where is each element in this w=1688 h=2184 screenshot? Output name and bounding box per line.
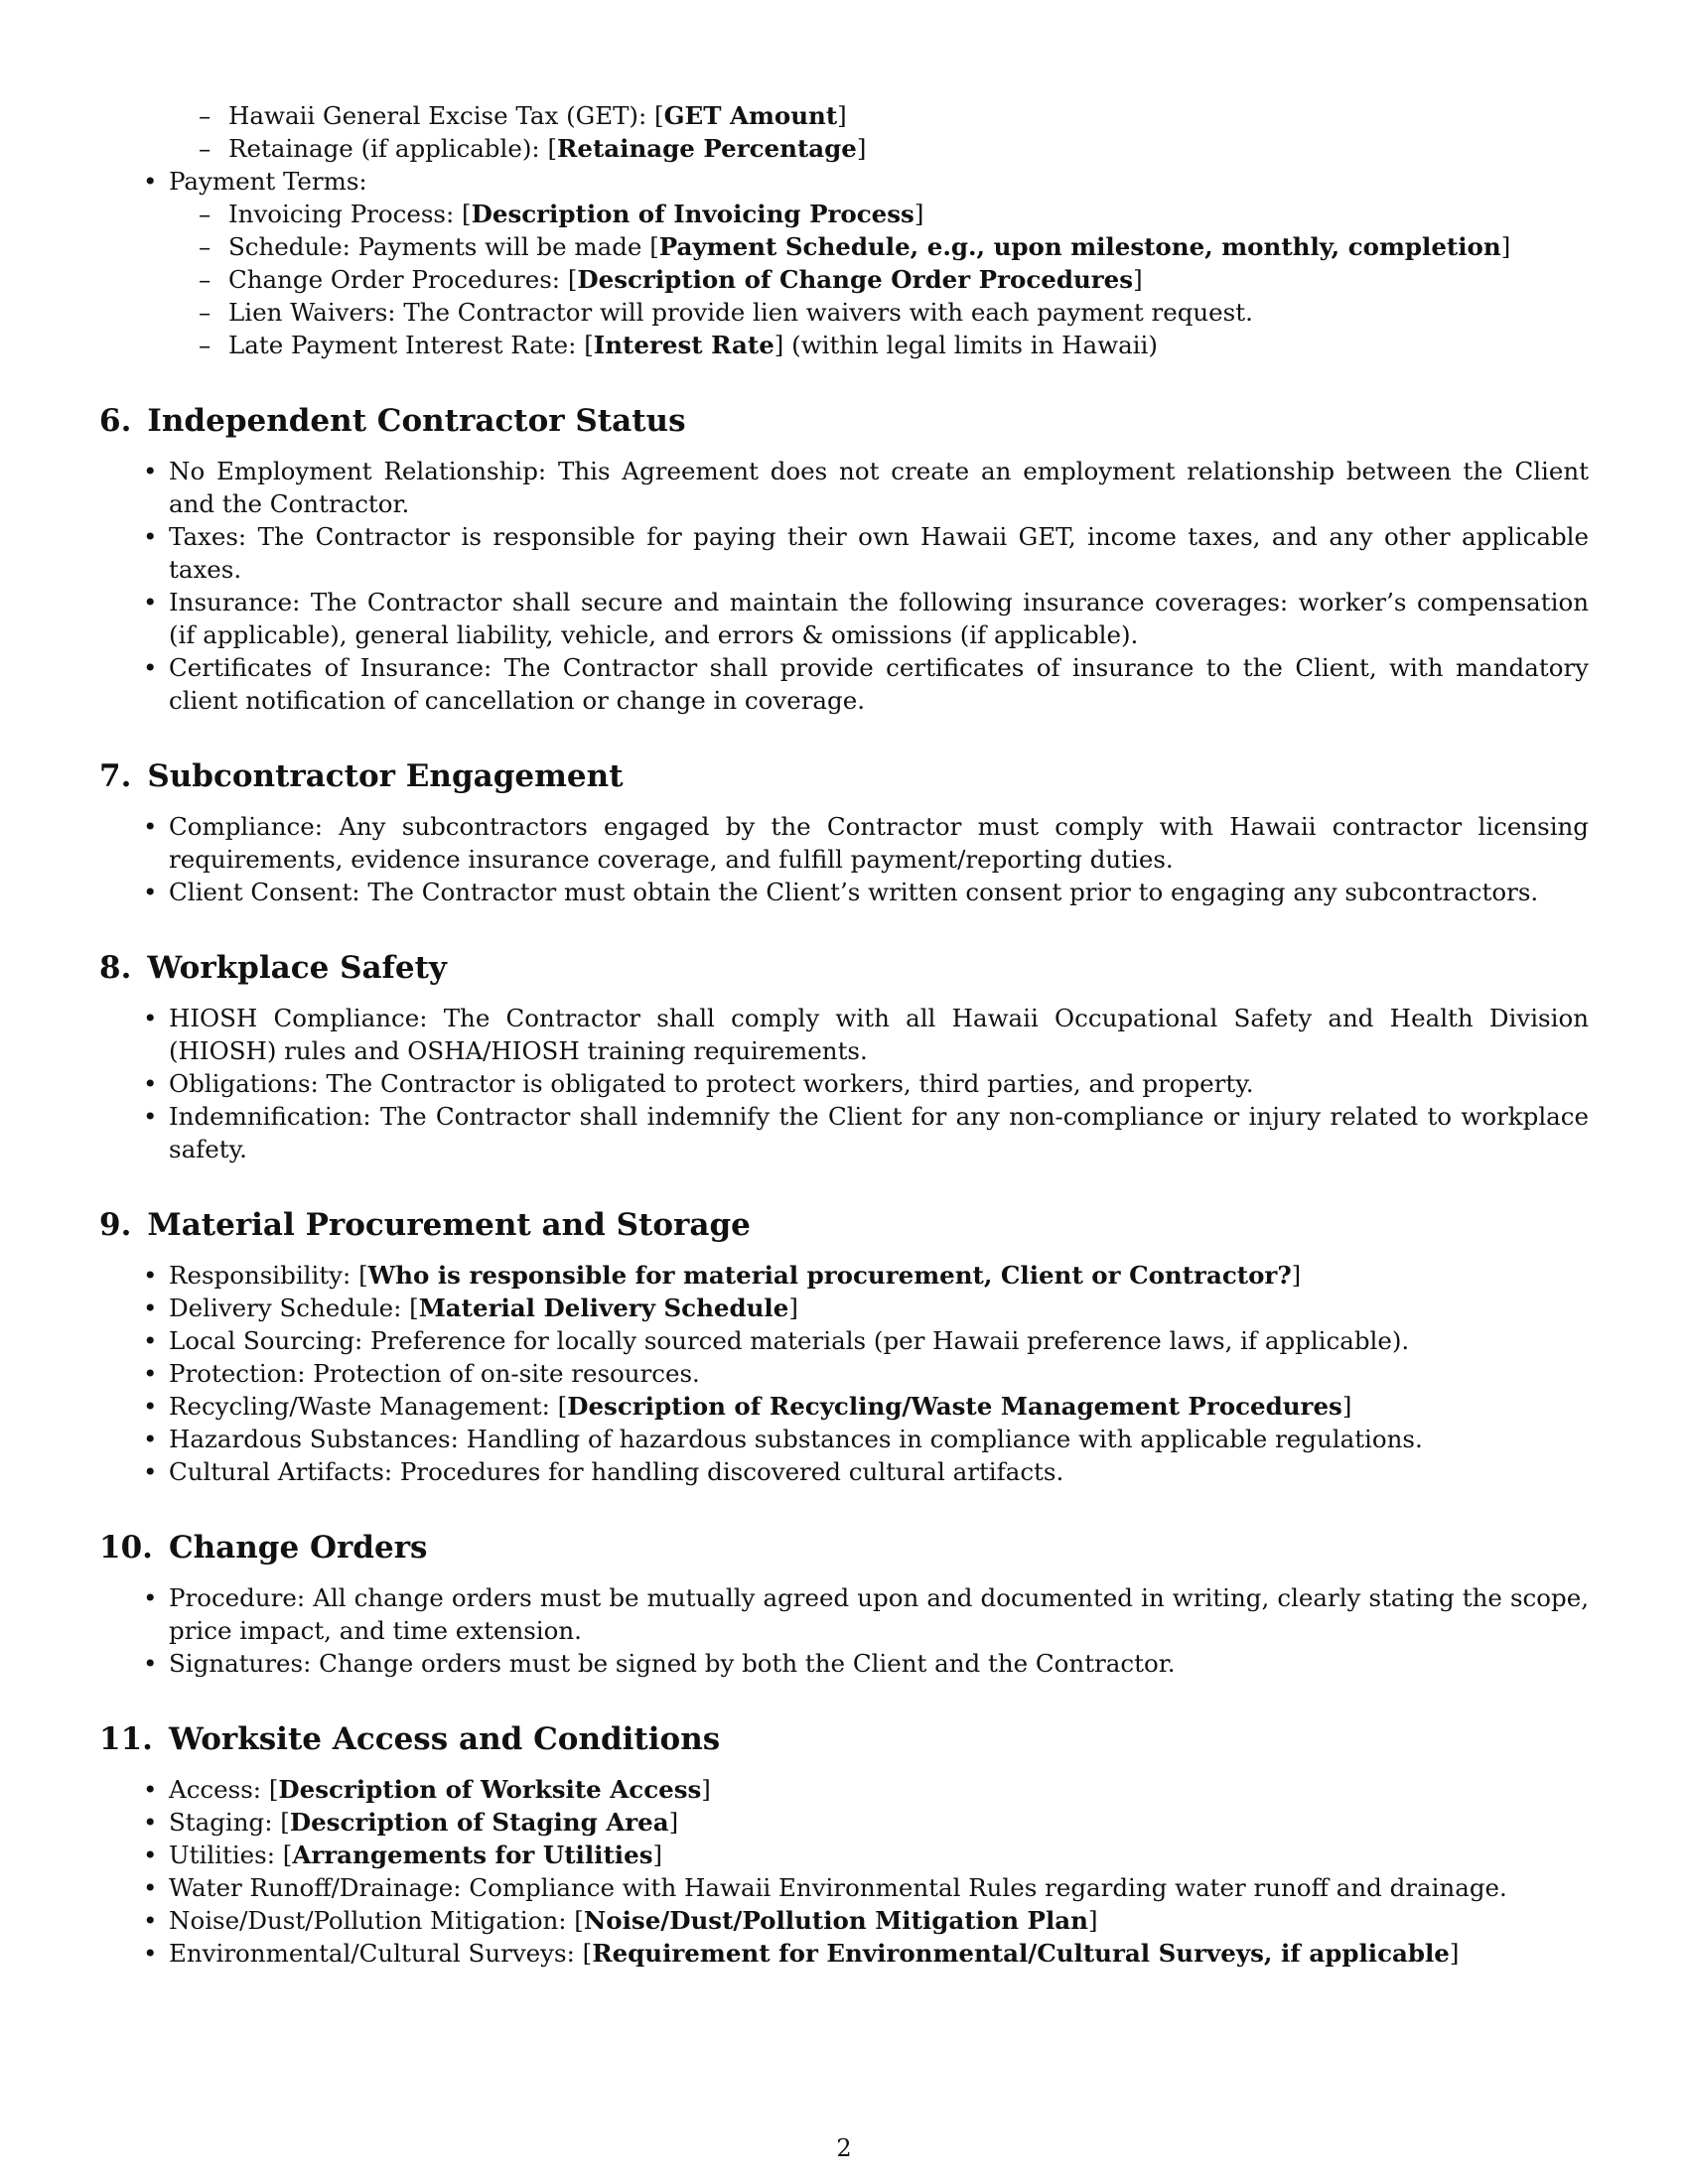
list-item: • Noise/Dust/Pollution Mitigation: [Noise/Dust/Pollution Mitigation Plan] [143,1906,1098,1935]
list-item: • Water Runoff/Drainage: Compliance with Hawaii Environmental Rules regarding water runoff and drainage. [143,1873,1507,1902]
list-item: • Staging: [Description of Staging Area] [143,1808,679,1837]
section-heading: 9. Material Procurement and Storage [99,1207,751,1243]
section-9-list [143,1259,1589,1488]
list-item: • Recycling/Waste Management: [Description of Recycling/Waste Management Procedures] [143,1392,1352,1421]
placeholder-field: GET Amount [663,101,838,130]
list-item: • Client Consent: The Contractor must obtain the Client’s written consent prior to engaging any subcontractors. [143,878,1539,906]
list-item: – Hawaii General Excise Tax (GET): [GET Amount] [199,101,847,130]
list-item: • Hazardous Substances: Handling of hazardous substances in compliance with applicable regulations. [143,1425,1423,1453]
list-item: • No Employment Relationship: This Agreement does not create an employment relationship between the Client and the Contractor. [143,457,1589,518]
list-item: • Payment Terms: – Invoicing Process: [Description of Invoicing Process] – Schedule: Payments will be made [Payment Schedule, e.g., upon milestone, monthly, completion] – Change Order Procedures: [Description of Change Order Procedures] – Lien Waivers: The Contractor will provide lien waivers with each payment request. – Late Payment Interest Rate: [Interest Rate] (within legal limits in Hawaii) [169,165,1589,361]
placeholder-field: Arrangements for Utilities [292,1841,653,1869]
document-page [99,99,1589,1970]
list-item: • Delivery Schedule: [Material Delivery Schedule] [143,1294,798,1322]
placeholder-field: Payment Schedule, e.g., upon milestone, monthly, completion [658,232,1501,261]
list-item: – Lien Waivers: The Contractor will provide lien waivers with each payment request. [199,298,1253,327]
placeholder-field: Requirement for Environmental/Cultural Surveys, if applicable [592,1939,1450,1968]
section-heading: 8. Workplace Safety [99,950,447,986]
placeholder-field: Description of Staging Area [289,1808,669,1837]
placeholder-field: Description of Worksite Access [278,1775,702,1804]
section-11-list [143,1773,1589,1970]
section-7-list [143,810,1589,908]
placeholder-field: Who is responsible for material procurement, Client or Contractor? [367,1261,1292,1290]
placeholder-field: Noise/Dust/Pollution Mitigation Plan [583,1906,1088,1935]
placeholder-field: Description of Invoicing Process [471,200,914,228]
section-8-list [143,1002,1589,1165]
list-item: • Obligations: The Contractor is obligated to protect workers, third parties, and property. [143,1069,1254,1098]
placeholder-field: Retainage Percentage [557,134,857,163]
list-item: • Procedure: All change orders must be mutually agreed upon and documented in writing, clearly stating the scope, price impact, and time extension. [143,1583,1589,1645]
section-heading: 11. Worksite Access and Conditions [99,1721,721,1757]
section-heading: 6. Independent Contractor Status [99,403,686,439]
list-item: • Access: [Description of Worksite Access] [143,1775,711,1804]
list-item: • Protection: Protection of on-site resources. [143,1359,700,1388]
list-item: – Schedule: Payments will be made [Payment Schedule, e.g., upon milestone, monthly, completion] [199,232,1511,261]
list-item: • Utilities: [Arrangements for Utilities] [143,1841,663,1869]
section-heading: 7. Subcontractor Engagement [99,758,624,794]
list-item: • Insurance: The Contractor shall secure and maintain the following insurance coverages: worker’s compensation (if applicable), general liability, vehicle, and errors & omissions (if applicable). [143,588,1589,649]
list-item: • Compliance: Any subcontractors engaged by the Contractor must comply with Hawaii contractor licensing requirements, evidence insurance coverage, and fulfill payment/reporting duties. [143,812,1589,874]
list-item: • HIOSH Compliance: The Contractor shall comply with all Hawaii Occupational Safety and Health Division (HIOSH) rules and OSHA/HIOSH training requirements. [143,1004,1589,1065]
section-heading: 10. Change Orders [99,1530,428,1566]
list-item: • Cultural Artifacts: Procedures for handling discovered cultural artifacts. [143,1457,1064,1486]
list-item: – Invoicing Process: [Description of Invoicing Process] [199,200,924,228]
compensation-sublist [199,99,1589,165]
page-number: 2 [836,2134,852,2162]
list-item: – Change Order Procedures: [Description of Change Order Procedures] [199,265,1143,294]
list-item: • Signatures: Change orders must be signed by both the Client and the Contractor. [143,1649,1176,1678]
section-10-list [143,1581,1589,1680]
list-item: – Late Payment Interest Rate: [Interest Rate] (within legal limits in Hawaii) [199,331,1158,359]
placeholder-field: Material Delivery Schedule [418,1294,789,1322]
list-item: • Local Sourcing: Preference for locally sourced materials (per Hawaii preference laws, if applicable). [143,1326,1410,1355]
list-item: – Retainage (if applicable): [Retainage Percentage] [199,134,867,163]
section-6-list [143,455,1589,717]
placeholder-field: Description of Recycling/Waste Management Procedures [567,1392,1342,1421]
placeholder-field: Description of Change Order Procedures [577,265,1134,294]
list-item: • Certificates of Insurance: The Contractor shall provide certificates of insurance to the Client, with mandatory client notification of cancellation or change in coverage. [143,653,1589,715]
list-item: • Indemnification: The Contractor shall indemnify the Client for any non-compliance or injury related to workplace safety. [143,1102,1589,1163]
list-item: • Taxes: The Contractor is responsible for paying their own Hawaii GET, income taxes, and any other applicable taxes. [143,522,1589,584]
payment-terms-list [143,165,1589,361]
list-item: • Environmental/Cultural Surveys: [Requirement for Environmental/Cultural Surveys, if applicable] [143,1939,1460,1968]
list-item: • Responsibility: [Who is responsible for material procurement, Client or Contractor?] [143,1261,1302,1290]
placeholder-field: Interest Rate [593,331,774,359]
payment-terms-sublist [199,198,1589,361]
